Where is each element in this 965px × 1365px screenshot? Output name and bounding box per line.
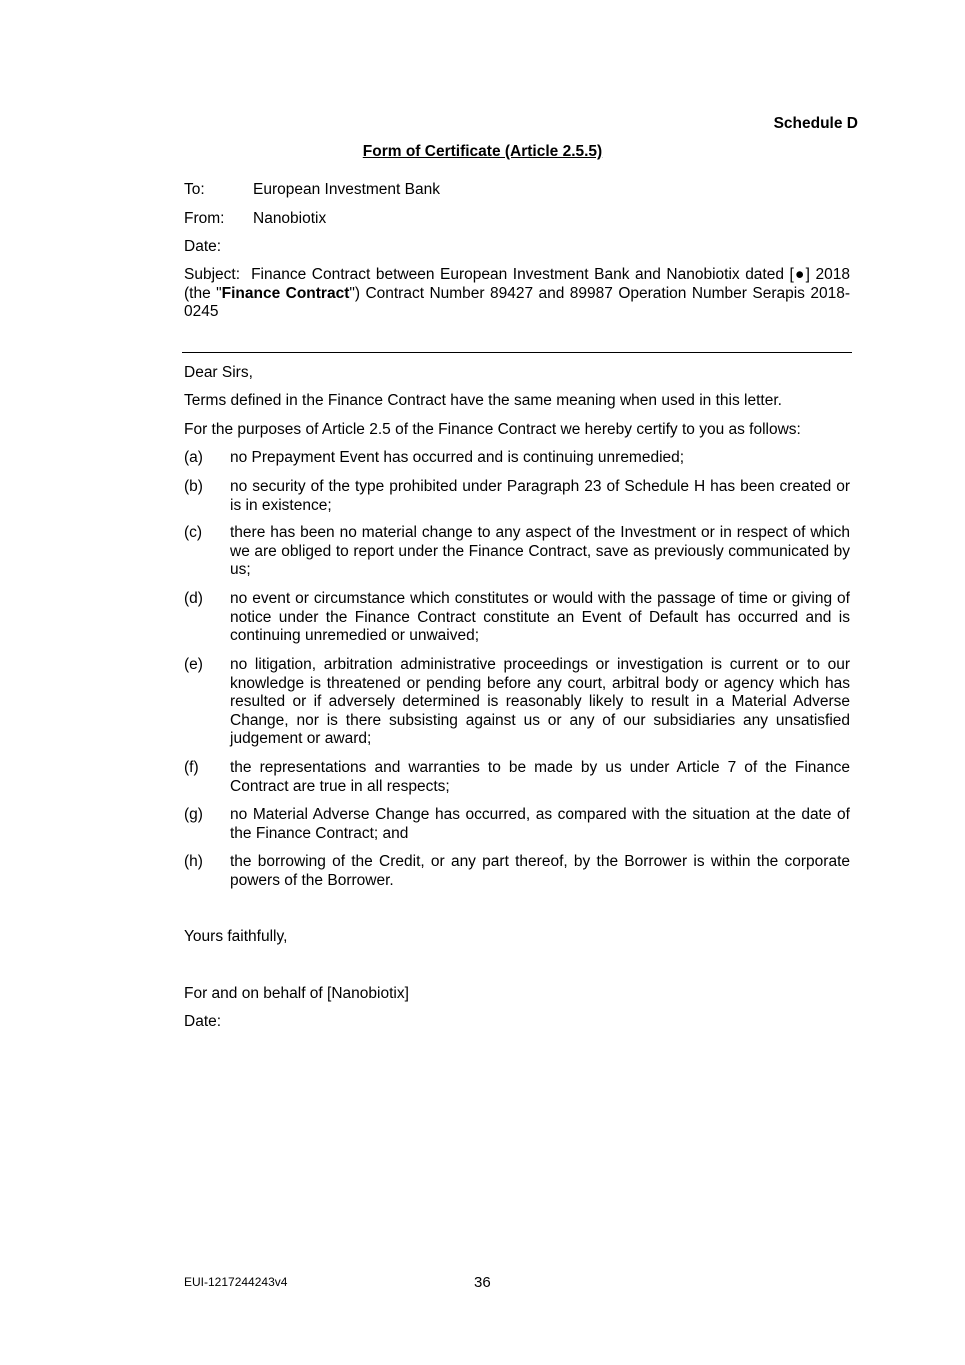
closing-date-label: Date: [184,1013,222,1030]
list-item-text: the borrowing of the Credit, or any part thereof, by the Borrower is within the corporate powers of the Borrower. [230,853,850,889]
list-item-text: no event or circumstance which constitutes or would with the passage of time or giving of notice under the Finance Contract constitute an Event of Default has occurred and is continuing unremedied or unwaived; [230,590,850,644]
list-item-label: (d) [184,590,203,607]
date-label: Date: [184,238,222,255]
on-behalf-line: For and on behalf of [Nanobiotix] [184,985,409,1002]
document-reference: EUI-1217244243v4 [184,1275,288,1289]
list-item [184,449,850,468]
subject-label: Subject: [184,266,241,283]
salutation: Dear Sirs, [184,364,253,381]
to-value: European Investment Bank [253,181,440,198]
list-item [184,478,850,515]
definitions-paragraph: Terms defined in the Finance Contract have the same meaning when used in this letter. [184,392,782,409]
divider [182,352,852,353]
page-title: Form of Certificate (Article 2.5.5) [362,143,603,160]
list-item-label: (g) [184,806,203,823]
subject-text-post: ") Contract Number 89427 and 89987 Operation Number Serapis 2018-0245 [184,284,850,320]
to-row [184,181,850,200]
list-item-label: (b) [184,478,203,495]
list-item-text: no Material Adverse Change has occurred, as compared with the situation at the date of the Finance Contract; and [230,806,850,842]
list-item-label: (a) [184,449,203,466]
list-item-label: (e) [184,656,203,673]
list-item [184,759,850,796]
date-row [184,238,850,257]
list-item [184,656,850,749]
list-item-text: there has been no material change to any aspect of the Investment or in respect of which we are obliged to report under the Finance Contract, save as previously communicated by us; [230,524,850,578]
from-row [184,210,850,229]
list-item-label: (c) [184,524,203,541]
list-item [184,853,850,890]
schedule-label: Schedule D [773,115,858,132]
certification-intro: For the purposes of Article 2.5 of the Finance Contract we hereby certify to you as follows: [184,421,801,438]
sign-off: Yours faithfully, [184,928,288,945]
list-item-text: no litigation, arbitration administrative proceedings or investigation is current or to our knowledge is threatened or pending before any court, arbitral body or agency which has resulted or if adversely determined is reasonably likely to result in a Material Adverse Change, nor is there subsisting against us or any of our subsidiaries any unsatisfied judgement or award; [230,656,850,747]
subject-text-pre: Finance Contract between European Investment Bank and Nanobiotix dated [●] 2018 (the " [184,266,850,302]
list-item-label: (f) [184,759,199,776]
list-item-text: no security of the type prohibited under Paragraph 23 of Schedule H has been created or is in existence; [230,478,850,514]
from-value: Nanobiotix [253,210,327,227]
from-label: From: [184,210,225,227]
list-item-label: (h) [184,853,203,870]
subject-defined-term: Finance Contract [221,284,350,302]
subject-line [184,266,850,322]
page-number: 36 [474,1274,491,1291]
list-item-text: the representations and warranties to be made by us under Article 7 of the Finance Contract are true in all respects; [230,759,850,795]
list-item [184,806,850,843]
to-label: To: [184,181,205,198]
list-item [184,524,850,580]
list-item [184,590,850,646]
list-item-text: no Prepayment Event has occurred and is continuing unremedied; [230,449,685,466]
